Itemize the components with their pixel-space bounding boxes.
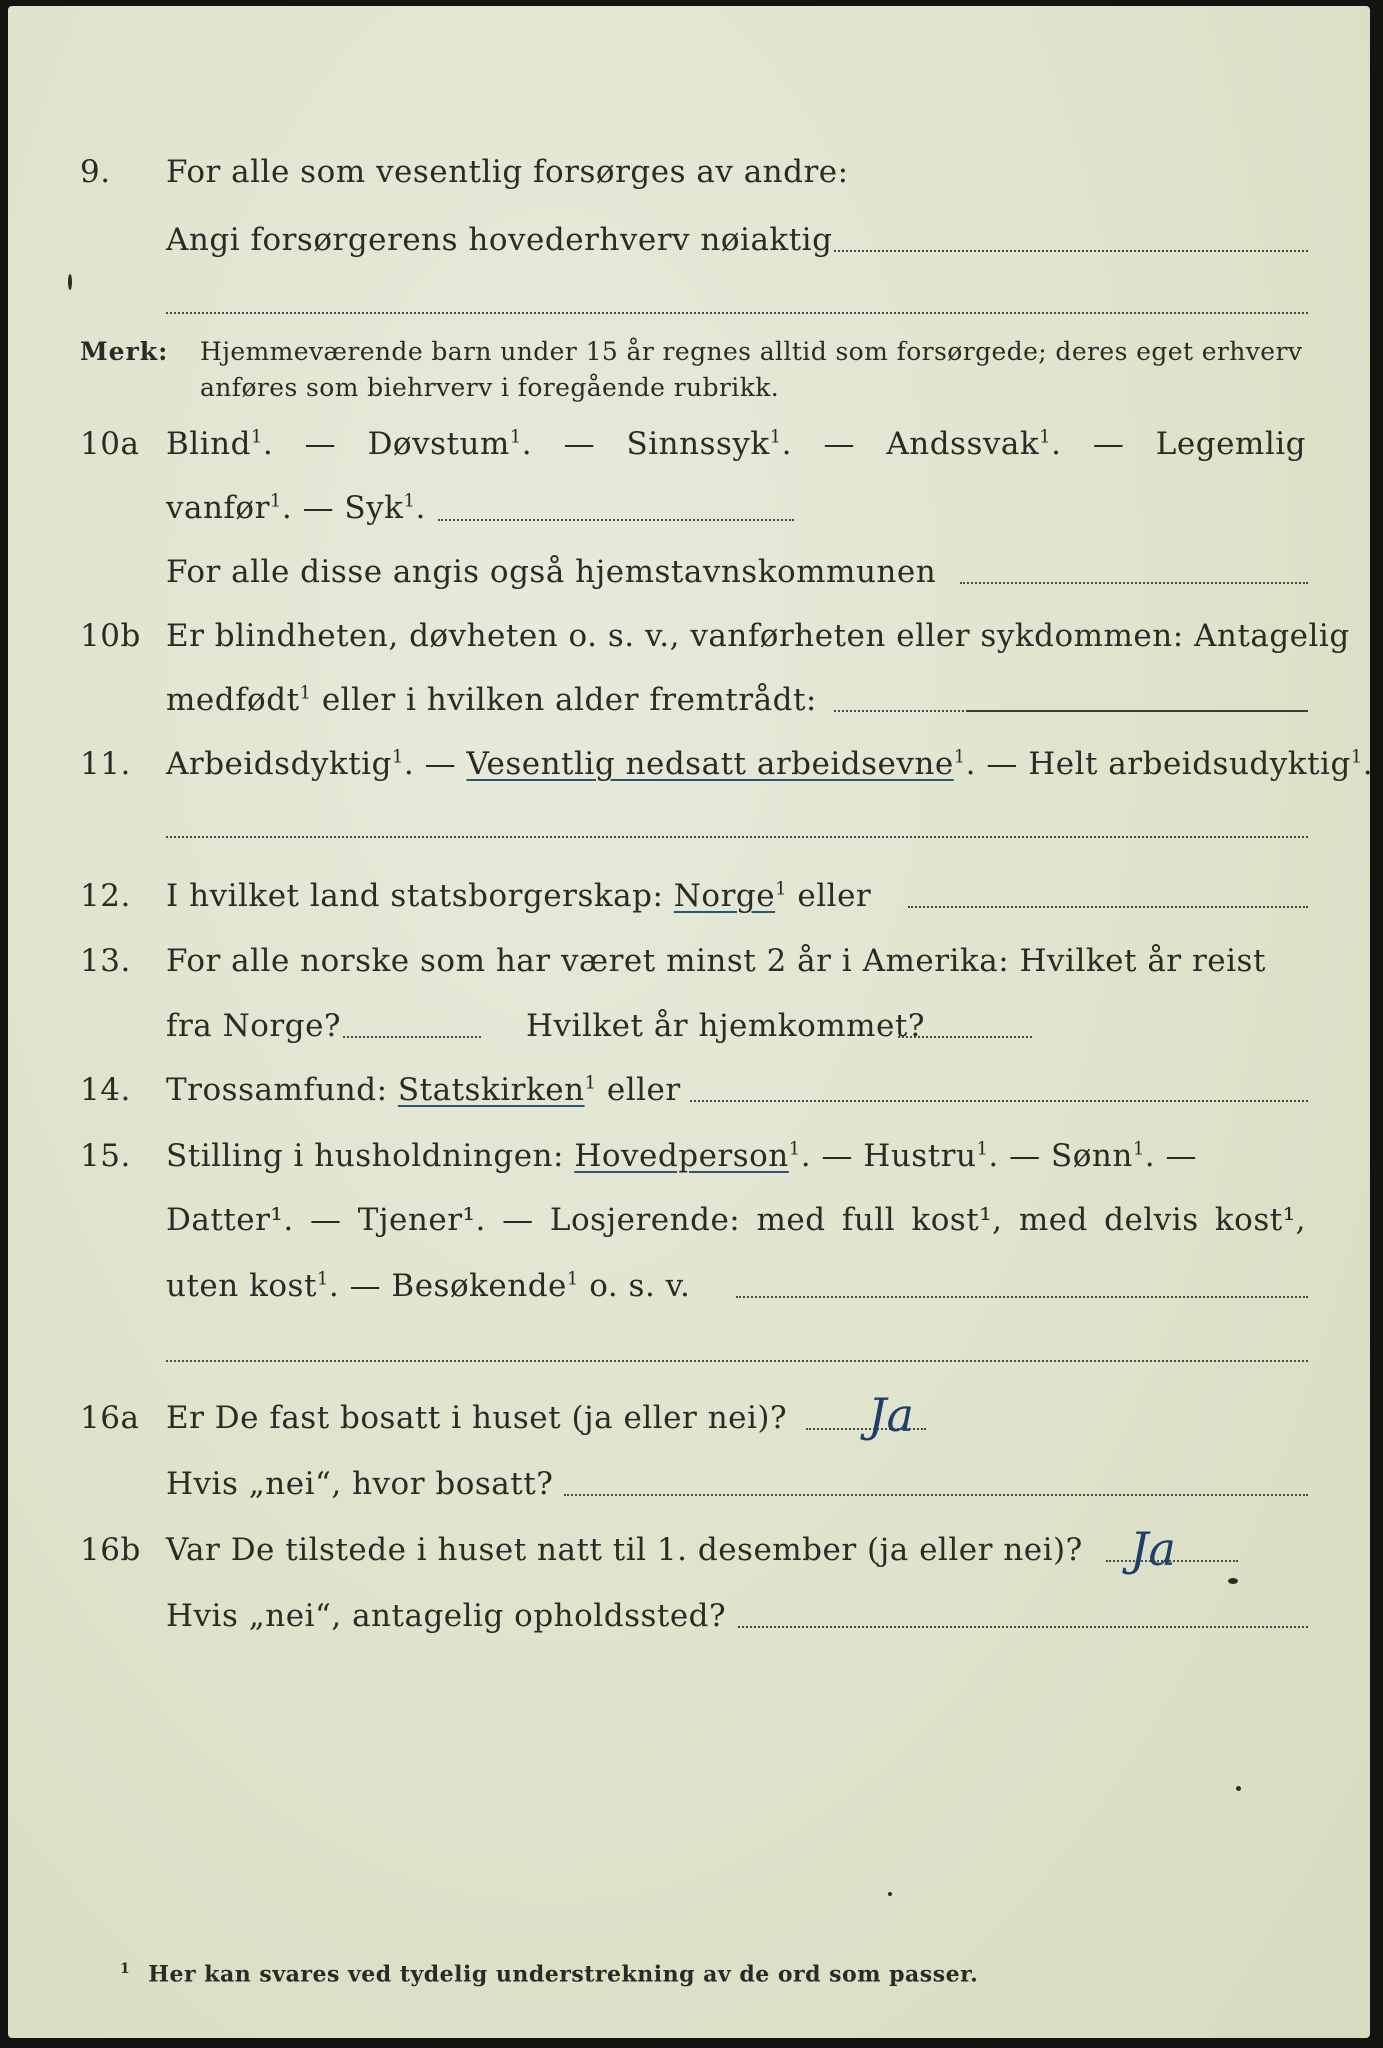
option-delvis-kost[interactable]: med delvis kost¹, — [1018, 1202, 1306, 1238]
question-text: Hvis „nei“, hvor bosatt? — [166, 1466, 554, 1502]
question-number: 16a — [80, 1400, 140, 1436]
answer-line[interactable] — [166, 836, 1308, 838]
option-dovstum[interactable]: — Døvstum$^1$. — [304, 426, 533, 462]
footnote: $^1$ Her kan svares ved tydelig understrekning av de ord som passer. — [120, 1961, 979, 1988]
question-text: For alle norske som har været minst 2 år i Amerika: Hvilket år reist — [166, 943, 1266, 979]
handwritten-answer[interactable]: Ja — [868, 1388, 914, 1442]
question-text: I hvilket land statsborgerskap: Norge$^1$ eller — [166, 878, 872, 914]
note-text: anføres som biehrverv i foregående rubrikk. — [200, 373, 780, 402]
question-text: uten kost$^1$. — Besøkende$^1$ o. s. v. — [166, 1268, 691, 1304]
answer-line[interactable] — [898, 1036, 1032, 1038]
option-hovedperson[interactable]: Hovedperson — [574, 1138, 789, 1174]
ink-speck — [1236, 1786, 1241, 1791]
question-number: 10b — [80, 618, 141, 654]
option-losjerende[interactable]: — Losjerende: — [502, 1202, 741, 1238]
ink-speck — [68, 274, 72, 290]
question-text: Hvis „nei“, antagelig opholdssted? — [166, 1598, 727, 1634]
option-arbeidsdyktig[interactable]: Arbeidsdyktig — [166, 746, 392, 782]
question-text: Arbeidsdyktig$^1$. — Vesentlig nedsatt arbeidsevne$^1$. — Helt arbeidsudyktig$^1$. — [166, 746, 1374, 782]
note-text: Hjemmeværende barn under 15 år regnes alltid som forsørgede; deres eget erhverv — [200, 337, 1303, 366]
option-andssvak[interactable]: — Andssvak$^1$. — [823, 426, 1062, 462]
question-text: medfødt$^1$ eller i hvilken alder fremtrådt: — [166, 682, 817, 718]
answer-line[interactable] — [166, 1360, 1308, 1362]
household-options — [166, 1200, 1306, 1240]
question-text: For alle som vesentlig forsørges av andre: — [166, 154, 849, 190]
answer-line[interactable] — [690, 1100, 1308, 1102]
question-number: 14. — [80, 1072, 131, 1108]
answer-line[interactable] — [738, 1626, 1308, 1628]
question-text: For alle disse angis også hjemstavnskommunen — [166, 554, 937, 590]
question-number: 13. — [80, 943, 131, 979]
condition-options — [166, 424, 1306, 464]
question-text: Hvilket år hjemkommet? — [526, 1008, 925, 1044]
question-text: Stilling i husholdningen: Hovedperson$^1$. — Hustru$^1$. — Sønn$^1$. — — [166, 1138, 1197, 1174]
option-legemlig[interactable]: — Legemlig — [1092, 426, 1306, 462]
option-tjener[interactable]: — Tjener¹. — [309, 1202, 486, 1238]
answer-line[interactable] — [166, 312, 1308, 314]
option-datter[interactable]: Datter¹. — [166, 1202, 294, 1238]
answer-line[interactable] — [960, 582, 1308, 584]
option-statskirken[interactable]: Statskirken — [397, 1072, 585, 1108]
question-text: fra Norge? — [166, 1008, 342, 1044]
answer-line[interactable] — [438, 519, 794, 521]
option-sinnssyk[interactable]: — Sinnssyk$^1$. — [563, 426, 793, 462]
question-number: 15. — [80, 1138, 131, 1174]
question-text: Er blindheten, døvheten o. s. v., vanførheten eller sykdommen: Antagelig — [166, 618, 1350, 654]
ink-speck — [1228, 1578, 1238, 1584]
answer-line[interactable] — [834, 250, 1308, 252]
answer-line[interactable] — [343, 1036, 481, 1038]
ink-speck — [888, 1892, 892, 1896]
census-form-page — [8, 6, 1374, 2038]
question-number: 9. — [80, 154, 111, 190]
question-number: 16b — [80, 1532, 141, 1568]
question-number: 10a — [80, 426, 140, 462]
option-blind[interactable]: Blind$^1$. — [166, 426, 274, 462]
option-norge[interactable]: Norge — [673, 878, 776, 914]
question-number: 11. — [80, 746, 131, 782]
question-text: Trossamfund: Statskirken$^1$ eller — [166, 1072, 681, 1108]
answer-line[interactable] — [908, 906, 1308, 908]
answer-line[interactable] — [834, 710, 964, 712]
answer-line[interactable] — [564, 1494, 1308, 1496]
question-text: Angi forsørgerens hovederhverv nøiaktig — [166, 222, 833, 258]
question-text: Er De fast bosatt i huset (ja eller nei)? — [166, 1400, 788, 1436]
question-text: vanfør$^1$. — Syk$^1$. — [166, 490, 426, 526]
question-text: Var De tilstede i huset natt til 1. desember (ja eller nei)? — [166, 1532, 1083, 1568]
option-helt-udyktig[interactable]: . — Helt arbeidsudyktig — [965, 746, 1351, 782]
answer-line[interactable] — [966, 710, 1308, 712]
answer-line[interactable] — [736, 1296, 1308, 1298]
note-label: Merk: — [80, 337, 169, 366]
option-vesentlig-nedsatt[interactable]: Vesentlig nedsatt arbeidsevne — [466, 746, 954, 782]
handwritten-answer[interactable]: Ja — [1130, 1522, 1176, 1576]
question-number: 12. — [80, 878, 131, 914]
option-full-kost[interactable]: med full kost¹, — [756, 1202, 1003, 1238]
